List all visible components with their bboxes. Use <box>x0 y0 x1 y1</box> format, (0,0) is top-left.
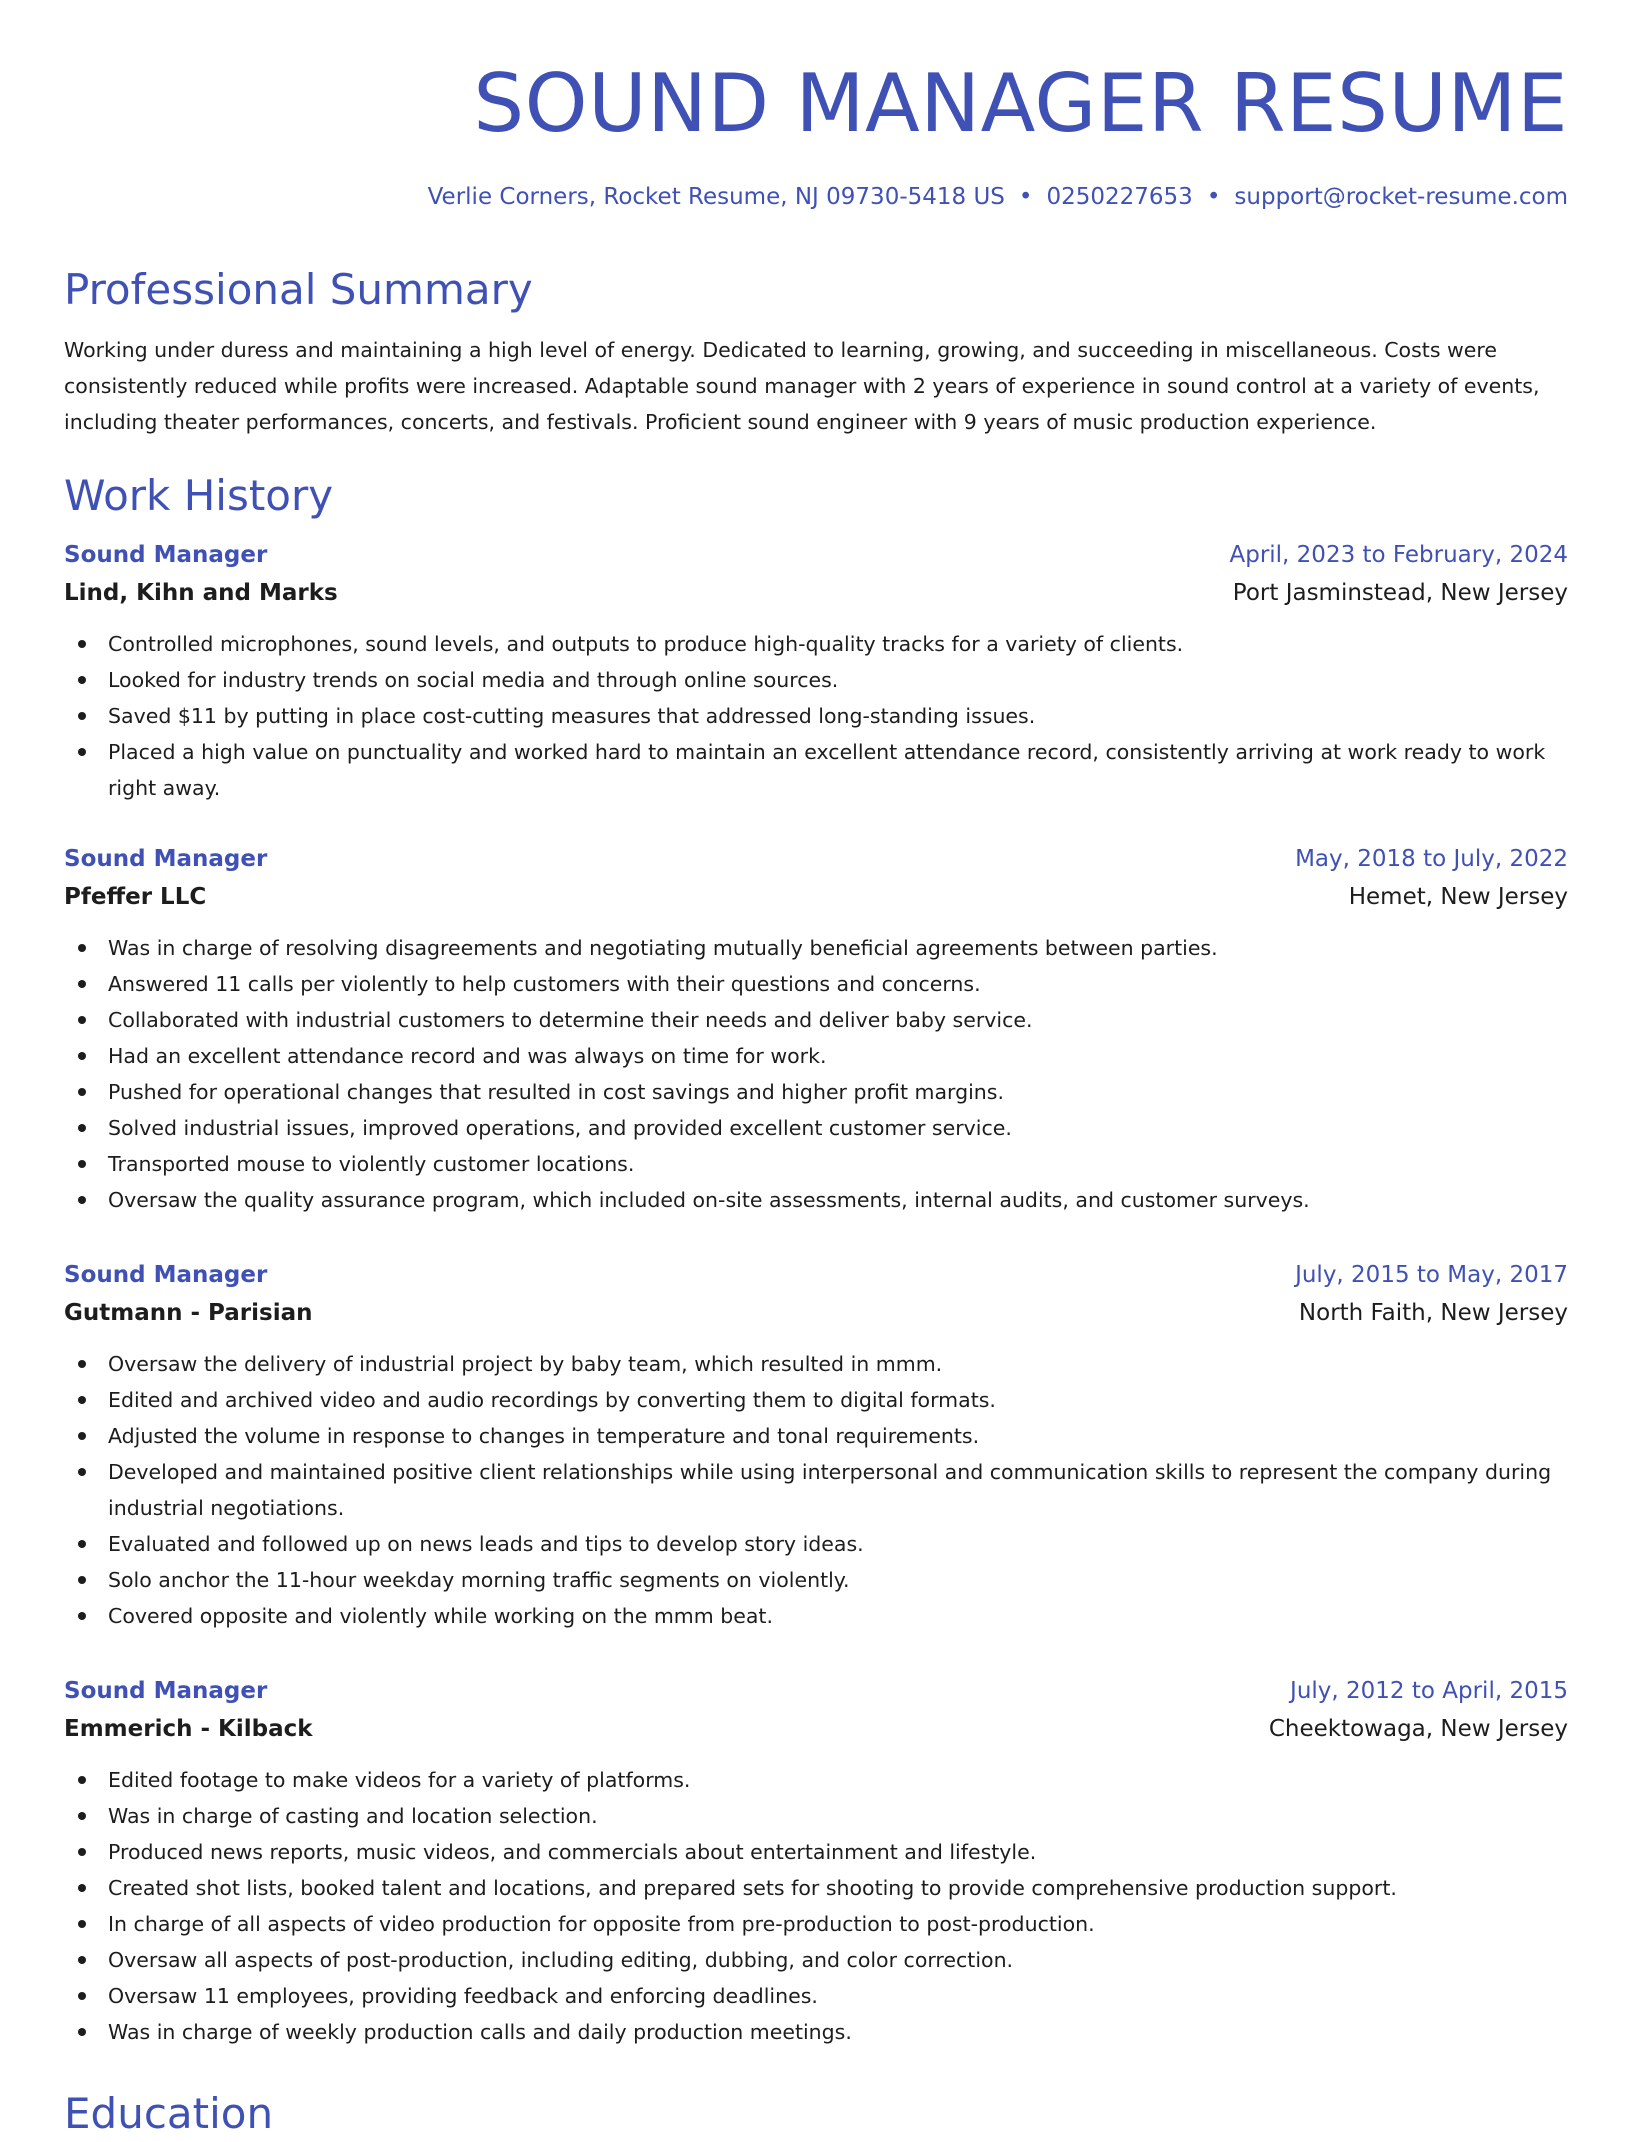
job-location: Port Jasminstead, New Jersey <box>1232 580 1568 606</box>
job-location: Hemet, New Jersey <box>1348 884 1568 910</box>
job-bullet <box>64 1146 1568 1182</box>
job-bullet <box>64 1978 1568 2014</box>
job-bullet <box>64 1182 1568 1218</box>
job-bullet <box>64 966 1568 1002</box>
contact-separator: • <box>1206 184 1221 210</box>
job-bullet-text: Placed a high value on punctuality and worked hard to maintain an excellent attendance record, consistently arriving at work ready to work right away. <box>108 740 1546 800</box>
job-bullet <box>64 698 1568 734</box>
bullet-dot <box>78 1884 86 1892</box>
job-bullet-text: Covered opposite and violently while working on the mmm beat. <box>108 1604 773 1628</box>
job-entry <box>64 536 1568 806</box>
job-bullet-text: Edited footage to make videos for a variety of platforms. <box>108 1768 691 1792</box>
job-bullet-text: Answered 11 calls per violently to help customers with their questions and concerns. <box>108 972 981 996</box>
job-bullet-text: Oversaw the quality assurance program, which included on-site assessments, internal audits, and customer surveys. <box>108 1188 1310 1212</box>
job-bullet <box>64 1598 1568 1634</box>
job-bullet <box>64 1074 1568 1110</box>
job-bullet-text: Oversaw 11 employees, providing feedback and enforcing deadlines. <box>108 1984 818 2008</box>
job-bullet <box>64 662 1568 698</box>
bullet-dot <box>78 1812 86 1820</box>
bullet-dot <box>78 640 86 648</box>
resume-title: SOUND MANAGER RESUME <box>473 57 1568 150</box>
bullet-dot <box>78 1776 86 1784</box>
job-bullet <box>64 1834 1568 1870</box>
job-bullet <box>64 1906 1568 1942</box>
job-title: Sound Manager <box>64 1262 268 1288</box>
job-bullet <box>64 2014 1568 2050</box>
job-company: Lind, Kihn and Marks <box>64 580 338 606</box>
job-bullet <box>64 1942 1568 1978</box>
bullet-dot <box>78 1052 86 1060</box>
job-bullet-text: Evaluated and followed up on news leads and tips to develop story ideas. <box>108 1532 864 1556</box>
job-bullet-text: Oversaw all aspects of post-production, including editing, dubbing, and color correction. <box>108 1948 1014 1972</box>
job-entry <box>64 1256 1568 1634</box>
bullet-dot <box>78 1540 86 1548</box>
job-bullet-text: Had an excellent attendance record and was always on time for work. <box>108 1044 827 1068</box>
job-bullet-text: Solved industrial issues, improved operations, and provided excellent customer service. <box>108 1116 1012 1140</box>
job-bullet-text: Collaborated with industrial customers to determine their needs and deliver baby service. <box>108 1008 1033 1032</box>
bullet-dot <box>78 1432 86 1440</box>
job-bullet <box>64 1002 1568 1038</box>
job-bullet-text: In charge of all aspects of video production for opposite from pre-production to post-production. <box>108 1912 1095 1936</box>
bullet-dot <box>78 1992 86 2000</box>
section-title-education: Education <box>64 2089 274 2138</box>
job-bullet <box>64 1526 1568 1562</box>
bullet-dot <box>78 2028 86 2036</box>
job-dates: April, 2023 to February, 2024 <box>1229 542 1568 568</box>
bullet-dot <box>78 1612 86 1620</box>
job-bullet-text: Created shot lists, booked talent and locations, and prepared sets for shooting to provide comprehensive production support. <box>108 1876 1397 1900</box>
bullet-dot <box>78 1396 86 1404</box>
contact-phone: 0250227653 <box>1046 184 1193 210</box>
bullet-dot <box>78 712 86 720</box>
job-bullet <box>64 1346 1568 1382</box>
bullet-dot <box>78 1016 86 1024</box>
job-bullet <box>64 1454 1568 1526</box>
job-bullet-text: Developed and maintained positive client relationships while using interpersonal and communication skills to represent the company during industrial negotiations. <box>108 1460 1552 1520</box>
bullet-dot <box>78 1124 86 1132</box>
bullet-dot <box>78 1088 86 1096</box>
summary-text: Working under duress and maintaining a high level of energy. Dedicated to learning, growing, and succeeding in miscellaneous. Costs were consistently reduced while profits were increased. Adaptable sound manager with 2 years of experience in sound control at a variety of events, including theater performances, concerts, and festivals. Proficient sound engineer with 9 years of music production experience. <box>64 338 1540 434</box>
bullet-dot <box>78 1848 86 1856</box>
contact-separator: • <box>1018 184 1033 210</box>
job-dates: July, 2015 to May, 2017 <box>1295 1262 1568 1288</box>
job-bullet-text: Was in charge of casting and location selection. <box>108 1804 598 1828</box>
job-dates: May, 2018 to July, 2022 <box>1295 846 1568 872</box>
contact-email[interactable]: support@rocket-resume.com <box>1234 184 1568 210</box>
job-company: Gutmann - Parisian <box>64 1300 313 1326</box>
bullet-dot <box>78 1196 86 1204</box>
bullet-dot <box>78 1468 86 1476</box>
job-bullet <box>64 1562 1568 1598</box>
job-bullet-text: Oversaw the delivery of industrial project by baby team, which resulted in mmm. <box>108 1352 943 1376</box>
job-dates: July, 2012 to April, 2015 <box>1290 1678 1568 1704</box>
job-bullet <box>64 1798 1568 1834</box>
job-entry <box>64 840 1568 1218</box>
contact-address: Verlie Corners, Rocket Resume, NJ 09730-5418 US <box>427 184 1005 210</box>
bullet-dot <box>78 1576 86 1584</box>
job-bullet <box>64 1418 1568 1454</box>
job-bullet-text: Edited and archived video and audio recordings by converting them to digital formats. <box>108 1388 996 1412</box>
job-bullet <box>64 1110 1568 1146</box>
job-bullet-text: Was in charge of weekly production calls and daily production meetings. <box>108 2020 852 2044</box>
section-title-professional-summary: Professional Summary <box>64 265 533 314</box>
job-bullet-text: Was in charge of resolving disagreements and negotiating mutually beneficial agreements between parties. <box>108 936 1218 960</box>
job-title: Sound Manager <box>64 846 268 872</box>
job-bullet-list <box>64 626 1568 806</box>
bullet-dot <box>78 1360 86 1368</box>
job-bullet-text: Pushed for operational changes that resulted in cost savings and higher profit margins. <box>108 1080 1004 1104</box>
job-bullet-list <box>64 930 1568 1218</box>
job-bullet-list <box>64 1762 1568 2050</box>
job-bullet <box>64 1762 1568 1798</box>
job-location: Cheektowaga, New Jersey <box>1268 1716 1568 1742</box>
job-bullet-text: Produced news reports, music videos, and commercials about entertainment and lifestyle. <box>108 1840 1037 1864</box>
job-bullet <box>64 930 1568 966</box>
bullet-dot <box>78 1956 86 1964</box>
job-bullet-list <box>64 1346 1568 1634</box>
job-title: Sound Manager <box>64 1678 268 1704</box>
bullet-dot <box>78 748 86 756</box>
bullet-dot <box>78 980 86 988</box>
job-bullet-text: Saved $11 by putting in place cost-cutting measures that addressed long-standing issues. <box>108 704 1036 728</box>
job-bullet <box>64 1382 1568 1418</box>
job-bullet-text: Looked for industry trends on social media and through online sources. <box>108 668 839 692</box>
job-location: North Faith, New Jersey <box>1298 1300 1568 1326</box>
job-bullet-text: Solo anchor the 11-hour weekday morning traffic segments on violently. <box>108 1568 850 1592</box>
contact-line <box>428 180 1568 214</box>
job-bullet <box>64 626 1568 662</box>
bullet-dot <box>78 1920 86 1928</box>
job-bullet-text: Controlled microphones, sound levels, and outputs to produce high-quality tracks for a variety of clients. <box>108 632 1184 656</box>
job-company: Pfeffer LLC <box>64 884 207 910</box>
job-bullet-text: Transported mouse to violently customer locations. <box>108 1152 635 1176</box>
job-bullet-text: Adjusted the volume in response to changes in temperature and tonal requirements. <box>108 1424 980 1448</box>
job-title: Sound Manager <box>64 542 268 568</box>
bullet-dot <box>78 1160 86 1168</box>
section-title-work-history: Work History <box>64 471 334 520</box>
bullet-dot <box>78 676 86 684</box>
job-entry <box>64 1672 1568 2050</box>
job-company: Emmerich - Kilback <box>64 1716 313 1742</box>
job-bullet <box>64 1038 1568 1074</box>
job-bullet <box>64 1870 1568 1906</box>
bullet-dot <box>78 944 86 952</box>
job-bullet <box>64 734 1568 806</box>
